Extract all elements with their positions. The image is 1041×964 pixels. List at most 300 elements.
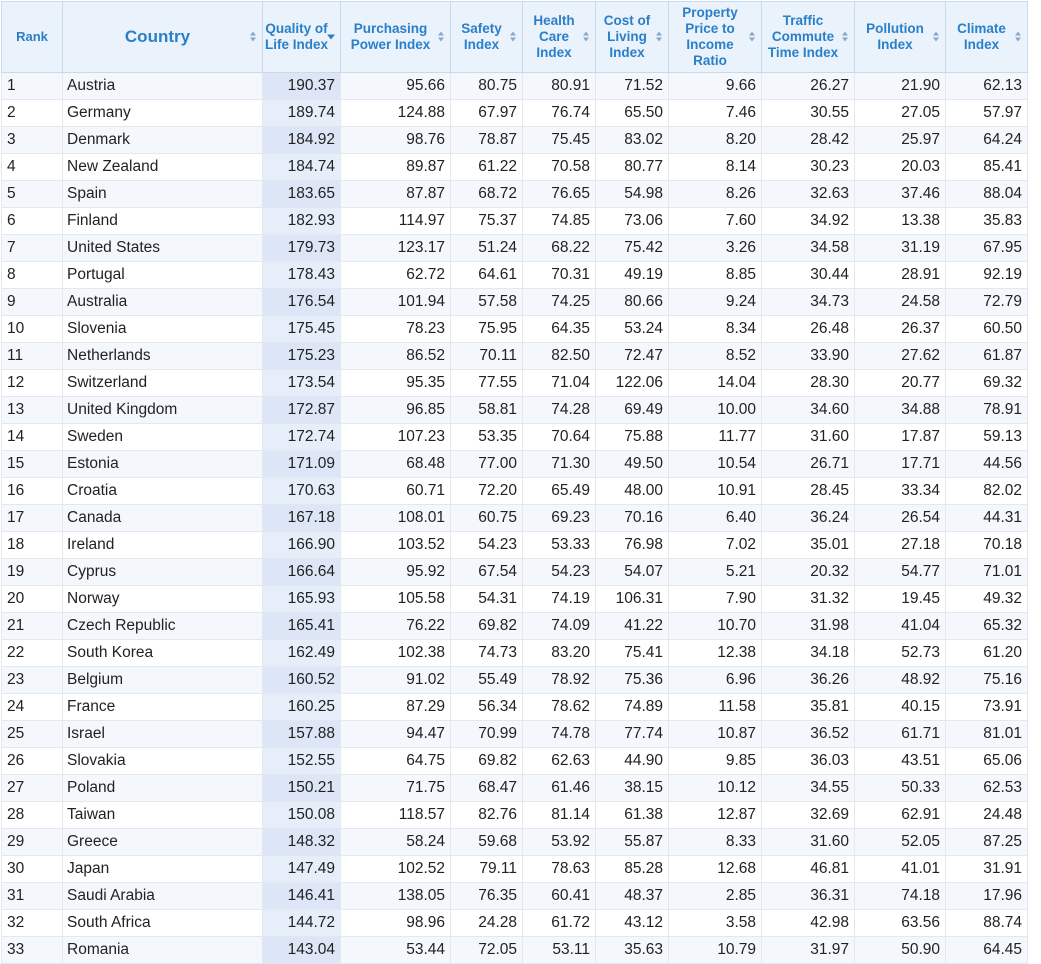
column-header-health[interactable] [523,2,596,73]
cell-pp: 95.35 [341,370,451,397]
cell-country: Croatia [63,478,263,505]
cell-pollution: 26.54 [855,505,946,532]
cell-pollution: 20.77 [855,370,946,397]
column-header-label: Health Care Index [533,13,575,60]
cell-pollution: 28.91 [855,262,946,289]
cell-col: 80.77 [596,154,669,181]
column-header-climate[interactable] [946,2,1028,73]
cell-pollution: 52.05 [855,829,946,856]
cell-pollution: 34.88 [855,397,946,424]
cell-rank: 27 [2,775,63,802]
cell-country: Greece [63,829,263,856]
cell-pp: 58.24 [341,829,451,856]
cell-rank: 19 [2,559,63,586]
cell-property: 12.38 [669,640,762,667]
cell-country: Ireland [63,532,263,559]
cell-country: South Korea [63,640,263,667]
cell-pp: 91.02 [341,667,451,694]
cell-health: 62.63 [523,748,596,775]
cell-country: Canada [63,505,263,532]
cell-rank: 26 [2,748,63,775]
cell-rank: 30 [2,856,63,883]
sort-both-icon [1015,32,1022,43]
cell-qol: 147.49 [263,856,341,883]
cell-safety: 69.82 [451,748,523,775]
cell-rank: 33 [2,937,63,964]
cell-property: 11.58 [669,694,762,721]
column-header-safety[interactable] [451,2,523,73]
cell-climate: 44.56 [946,451,1028,478]
cell-pp: 124.88 [341,100,451,127]
cell-health: 70.31 [523,262,596,289]
cell-pp: 60.71 [341,478,451,505]
cell-country: Taiwan [63,802,263,829]
table-row [2,775,1028,802]
cell-pp: 123.17 [341,235,451,262]
cell-rank: 4 [2,154,63,181]
cell-climate: 92.19 [946,262,1028,289]
cell-pollution: 13.38 [855,208,946,235]
cell-safety: 79.11 [451,856,523,883]
cell-col: 75.41 [596,640,669,667]
cell-climate: 35.83 [946,208,1028,235]
cell-property: 3.26 [669,235,762,262]
cell-safety: 68.72 [451,181,523,208]
cell-country: Australia [63,289,263,316]
table-row [2,235,1028,262]
cell-rank: 24 [2,694,63,721]
table-row [2,208,1028,235]
cell-col: 73.06 [596,208,669,235]
cell-pp: 103.52 [341,532,451,559]
cell-qol: 175.23 [263,343,341,370]
cell-col: 83.02 [596,127,669,154]
cell-climate: 81.01 [946,721,1028,748]
cell-pollution: 40.15 [855,694,946,721]
cell-pp: 76.22 [341,613,451,640]
cell-safety: 82.76 [451,802,523,829]
column-header-country[interactable] [63,2,263,73]
sort-both-icon [438,32,445,43]
cell-pp: 87.87 [341,181,451,208]
cell-pp: 114.97 [341,208,451,235]
cell-country: Denmark [63,127,263,154]
cell-rank: 16 [2,478,63,505]
cell-safety: 77.00 [451,451,523,478]
cell-safety: 58.81 [451,397,523,424]
cell-property: 10.12 [669,775,762,802]
cell-safety: 61.22 [451,154,523,181]
cell-health: 78.63 [523,856,596,883]
cell-rank: 1 [2,73,63,100]
cell-traffic: 28.42 [762,127,855,154]
cell-property: 3.58 [669,910,762,937]
cell-traffic: 26.71 [762,451,855,478]
cell-safety: 78.87 [451,127,523,154]
table-row [2,397,1028,424]
cell-safety: 70.99 [451,721,523,748]
column-header-label: Rank [16,29,48,44]
cell-climate: 31.91 [946,856,1028,883]
cell-climate: 65.06 [946,748,1028,775]
column-header-traffic[interactable] [762,2,855,73]
table-row [2,640,1028,667]
table-body [2,73,1028,964]
cell-health: 81.14 [523,802,596,829]
cell-traffic: 46.81 [762,856,855,883]
cell-safety: 75.37 [451,208,523,235]
cell-pp: 71.75 [341,775,451,802]
cell-pollution: 21.90 [855,73,946,100]
sort-both-icon [583,32,590,43]
column-header-label: Cost of Living Index [603,13,651,60]
cell-pp: 68.48 [341,451,451,478]
cell-pp: 118.57 [341,802,451,829]
table-row [2,370,1028,397]
cell-health: 78.62 [523,694,596,721]
cell-pollution: 41.01 [855,856,946,883]
cell-property: 9.66 [669,73,762,100]
cell-safety: 69.82 [451,613,523,640]
cell-health: 82.50 [523,343,596,370]
cell-property: 8.14 [669,154,762,181]
cell-rank: 9 [2,289,63,316]
cell-pollution: 52.73 [855,640,946,667]
cell-country: Romania [63,937,263,964]
cell-pollution: 27.18 [855,532,946,559]
cell-col: 44.90 [596,748,669,775]
cell-rank: 13 [2,397,63,424]
cell-qol: 157.88 [263,721,341,748]
table-row [2,154,1028,181]
cell-safety: 68.47 [451,775,523,802]
cell-qol: 165.93 [263,586,341,613]
cell-traffic: 34.92 [762,208,855,235]
cell-qol: 178.43 [263,262,341,289]
cell-pp: 95.66 [341,73,451,100]
cell-rank: 3 [2,127,63,154]
cell-pollution: 50.33 [855,775,946,802]
sort-both-icon [842,32,849,43]
cell-pp: 89.87 [341,154,451,181]
cell-qol: 148.32 [263,829,341,856]
cell-col: 48.00 [596,478,669,505]
sort-both-icon [933,32,940,43]
cell-safety: 72.05 [451,937,523,964]
cell-rank: 22 [2,640,63,667]
cell-pollution: 24.58 [855,289,946,316]
cell-country: New Zealand [63,154,263,181]
cell-property: 6.96 [669,667,762,694]
cell-pp: 78.23 [341,316,451,343]
cell-col: 41.22 [596,613,669,640]
cell-pollution: 74.18 [855,883,946,910]
cell-rank: 17 [2,505,63,532]
table-row [2,532,1028,559]
cell-health: 61.46 [523,775,596,802]
column-header-label: Country [124,27,191,46]
cell-climate: 64.45 [946,937,1028,964]
cell-health: 64.35 [523,316,596,343]
cell-pp: 86.52 [341,343,451,370]
cell-country: South Africa [63,910,263,937]
cell-rank: 11 [2,343,63,370]
cell-safety: 57.58 [451,289,523,316]
table-row [2,559,1028,586]
cell-rank: 23 [2,667,63,694]
cell-health: 71.04 [523,370,596,397]
cell-traffic: 20.32 [762,559,855,586]
cell-climate: 78.91 [946,397,1028,424]
cell-health: 74.85 [523,208,596,235]
cell-safety: 53.35 [451,424,523,451]
column-header-label: Property Price to Income Ratio [682,5,738,68]
cell-rank: 20 [2,586,63,613]
table-row [2,856,1028,883]
cell-pollution: 54.77 [855,559,946,586]
cell-climate: 85.41 [946,154,1028,181]
cell-pp: 105.58 [341,586,451,613]
cell-property: 8.26 [669,181,762,208]
cell-health: 70.64 [523,424,596,451]
cell-qol: 143.04 [263,937,341,964]
cell-pollution: 17.87 [855,424,946,451]
cell-traffic: 32.63 [762,181,855,208]
cell-qol: 167.18 [263,505,341,532]
table-row [2,883,1028,910]
cell-pollution: 50.90 [855,937,946,964]
cell-pollution: 27.62 [855,343,946,370]
sort-descending-icon [327,35,335,40]
column-header-pollution[interactable] [855,2,946,73]
cell-safety: 55.49 [451,667,523,694]
cell-traffic: 30.55 [762,100,855,127]
table-row [2,613,1028,640]
cell-col: 48.37 [596,883,669,910]
cell-rank: 7 [2,235,63,262]
table-row [2,505,1028,532]
cell-country: Switzerland [63,370,263,397]
cell-qol: 184.92 [263,127,341,154]
table-row [2,910,1028,937]
cell-climate: 17.96 [946,883,1028,910]
cell-health: 53.11 [523,937,596,964]
cell-col: 54.98 [596,181,669,208]
column-header-label: Climate Index [957,21,1006,52]
table-row [2,343,1028,370]
table-row [2,451,1028,478]
cell-safety: 72.20 [451,478,523,505]
cell-health: 54.23 [523,559,596,586]
ranking-table-container [1,1,1027,964]
cell-pp: 62.72 [341,262,451,289]
cell-safety: 54.31 [451,586,523,613]
cell-traffic: 36.24 [762,505,855,532]
column-header-label: Safety Index [461,21,502,52]
cell-traffic: 33.90 [762,343,855,370]
column-header-property[interactable] [669,2,762,73]
cell-col: 49.19 [596,262,669,289]
column-header-rank [2,2,63,73]
cell-col: 77.74 [596,721,669,748]
cell-health: 71.30 [523,451,596,478]
column-header-pp[interactable] [341,2,451,73]
cell-climate: 67.95 [946,235,1028,262]
cell-pp: 107.23 [341,424,451,451]
cell-pollution: 48.92 [855,667,946,694]
cell-rank: 18 [2,532,63,559]
cell-safety: 80.75 [451,73,523,100]
cell-traffic: 31.32 [762,586,855,613]
cell-safety: 64.61 [451,262,523,289]
cell-traffic: 42.98 [762,910,855,937]
cell-col: 70.16 [596,505,669,532]
cell-property: 8.34 [669,316,762,343]
cell-property: 10.87 [669,721,762,748]
sort-both-icon [749,32,756,43]
cell-qol: 162.49 [263,640,341,667]
cell-safety: 67.97 [451,100,523,127]
cell-qol: 165.41 [263,613,341,640]
cell-property: 8.85 [669,262,762,289]
cell-climate: 73.91 [946,694,1028,721]
cell-property: 7.60 [669,208,762,235]
cell-pollution: 33.34 [855,478,946,505]
cell-safety: 60.75 [451,505,523,532]
cell-traffic: 36.31 [762,883,855,910]
cell-qol: 171.09 [263,451,341,478]
cell-qol: 160.52 [263,667,341,694]
cell-pollution: 20.03 [855,154,946,181]
cell-country: Saudi Arabia [63,883,263,910]
cell-qol: 144.72 [263,910,341,937]
cell-country: United Kingdom [63,397,263,424]
cell-country: Austria [63,73,263,100]
cell-property: 10.91 [669,478,762,505]
table-row [2,478,1028,505]
cell-rank: 31 [2,883,63,910]
cell-climate: 88.74 [946,910,1028,937]
cell-col: 75.42 [596,235,669,262]
cell-health: 74.19 [523,586,596,613]
cell-property: 10.00 [669,397,762,424]
cell-col: 71.52 [596,73,669,100]
cell-property: 7.46 [669,100,762,127]
cell-safety: 59.68 [451,829,523,856]
cell-safety: 74.73 [451,640,523,667]
cell-climate: 49.32 [946,586,1028,613]
cell-property: 2.85 [669,883,762,910]
cell-health: 83.20 [523,640,596,667]
cell-col: 69.49 [596,397,669,424]
cell-safety: 51.24 [451,235,523,262]
column-header-col[interactable] [596,2,669,73]
cell-qol: 183.65 [263,181,341,208]
cell-pollution: 37.46 [855,181,946,208]
cell-qol: 160.25 [263,694,341,721]
cell-pp: 94.47 [341,721,451,748]
cell-country: Netherlands [63,343,263,370]
cell-pollution: 25.97 [855,127,946,154]
cell-pollution: 19.45 [855,586,946,613]
cell-pollution: 43.51 [855,748,946,775]
cell-property: 10.70 [669,613,762,640]
cell-country: Norway [63,586,263,613]
cell-traffic: 35.01 [762,532,855,559]
cell-pp: 87.29 [341,694,451,721]
cell-property: 9.24 [669,289,762,316]
cell-country: Finland [63,208,263,235]
column-header-label: Traffic Commute Time Index [767,13,839,60]
cell-safety: 56.34 [451,694,523,721]
cell-col: 122.06 [596,370,669,397]
cell-pollution: 17.71 [855,451,946,478]
cell-qol: 182.93 [263,208,341,235]
cell-safety: 70.11 [451,343,523,370]
table-row [2,802,1028,829]
cell-country: Sweden [63,424,263,451]
cell-col: 65.50 [596,100,669,127]
table-row [2,127,1028,154]
cell-rank: 2 [2,100,63,127]
cell-property: 7.90 [669,586,762,613]
cell-health: 74.25 [523,289,596,316]
cell-qol: 176.54 [263,289,341,316]
cell-health: 76.74 [523,100,596,127]
table-row [2,829,1028,856]
cell-pp: 53.44 [341,937,451,964]
cell-health: 68.22 [523,235,596,262]
cell-qol: 172.74 [263,424,341,451]
column-header-label: Pollution Index [866,21,924,52]
cell-traffic: 36.52 [762,721,855,748]
cell-col: 55.87 [596,829,669,856]
cell-traffic: 32.69 [762,802,855,829]
column-header-qol[interactable] [263,2,341,73]
cell-qol: 179.73 [263,235,341,262]
cell-climate: 44.31 [946,505,1028,532]
cell-pp: 102.52 [341,856,451,883]
cell-climate: 69.32 [946,370,1028,397]
cell-qol: 150.21 [263,775,341,802]
table-row [2,937,1028,964]
cell-qol: 166.64 [263,559,341,586]
cell-climate: 88.04 [946,181,1028,208]
cell-property: 8.20 [669,127,762,154]
cell-pollution: 63.56 [855,910,946,937]
cell-health: 53.92 [523,829,596,856]
cell-health: 74.78 [523,721,596,748]
sort-both-icon [510,32,517,43]
cell-health: 74.09 [523,613,596,640]
cell-country: Portugal [63,262,263,289]
table-row [2,181,1028,208]
cell-col: 49.50 [596,451,669,478]
cell-col: 61.38 [596,802,669,829]
cell-traffic: 34.58 [762,235,855,262]
cell-traffic: 28.45 [762,478,855,505]
cell-country: Spain [63,181,263,208]
table-row [2,721,1028,748]
cell-qol: 184.74 [263,154,341,181]
cell-qol: 166.90 [263,532,341,559]
cell-pp: 102.38 [341,640,451,667]
cell-property: 11.77 [669,424,762,451]
cell-rank: 28 [2,802,63,829]
cell-safety: 75.95 [451,316,523,343]
cell-traffic: 34.18 [762,640,855,667]
cell-property: 14.04 [669,370,762,397]
